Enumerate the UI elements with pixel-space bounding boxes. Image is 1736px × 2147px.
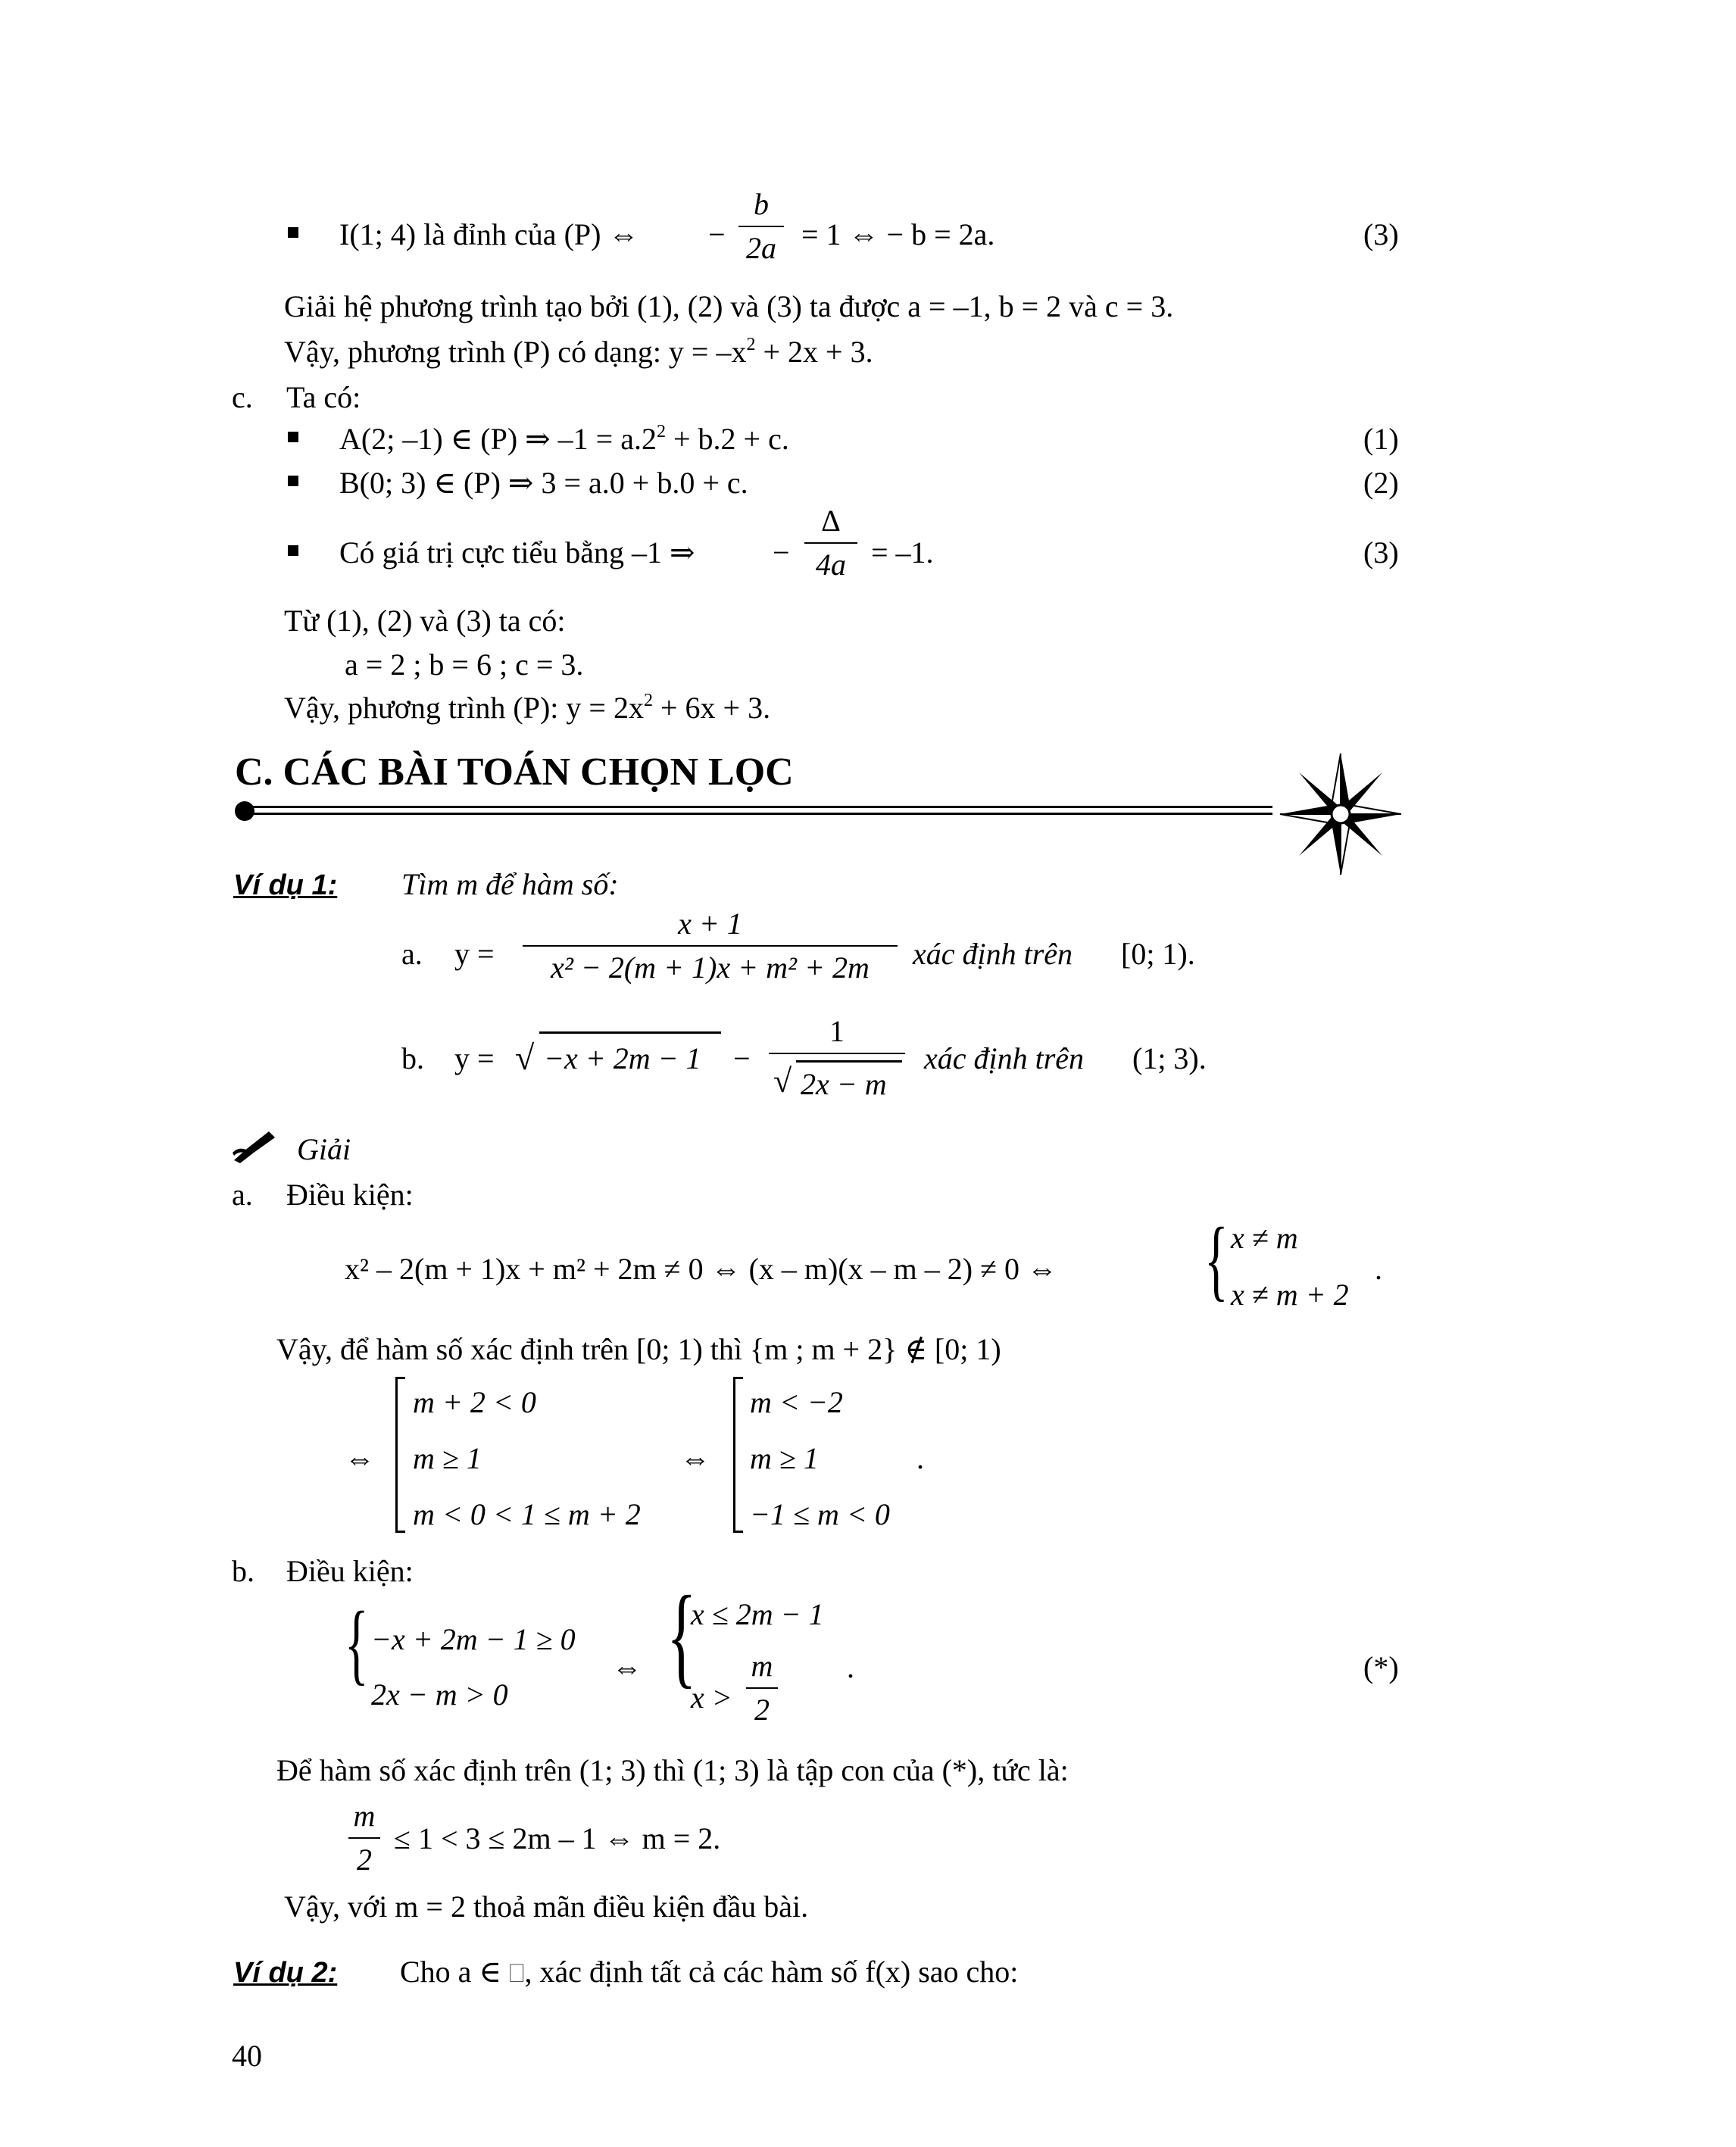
fraction-denominator: 2 (746, 1687, 778, 1725)
fraction-m-over-2 (746, 1651, 778, 1725)
coefficient-values: a = 2 ; b = 6 ; c = 3. (345, 648, 584, 682)
item-b-label: b. (401, 1041, 424, 1075)
from-equations-text: Từ (1), (2) và (3) ta có: (284, 604, 566, 638)
period: . (847, 1650, 854, 1684)
final-answer: Vậy, với m = 2 thoả mãn điều kiện đầu bài. (284, 1890, 809, 1924)
bullet (288, 545, 298, 556)
equation-number: (*) (1363, 1650, 1399, 1684)
period: . (1375, 1252, 1382, 1286)
solution-b-condition: Điều kiện: (286, 1554, 414, 1588)
vertex-condition-rest: = 1 ⇔ − b = 2a. (801, 217, 995, 251)
pencil-hand-icon (231, 1130, 276, 1163)
fraction-b-over-2a (738, 189, 784, 264)
minus-sign: − (708, 217, 726, 251)
bullet (288, 476, 298, 486)
fraction-denominator: x² − 2(m + 1)x + m² + 2m (523, 945, 898, 983)
system-line-2: 2x − m > 0 (371, 1677, 508, 1712)
example-1-prompt: Tìm m để hàm số: (401, 867, 619, 901)
radicand-2: 2x − m (801, 1067, 887, 1101)
union-bracket (395, 1377, 405, 1533)
subset-statement: Để hàm số xác định trên (1; 3) thì (1; 3) là tập con của (*), tức là: (276, 1753, 1069, 1787)
part-c-intro: Ta có: (286, 380, 361, 414)
item-b-y: y = (454, 1041, 495, 1075)
equation-number: (3) (1363, 535, 1399, 570)
iff-symbol: ⇔ (345, 1441, 375, 1475)
iff-symbol: ⇔ (680, 1441, 710, 1475)
example-2-label: Ví dụ 2: (233, 1957, 338, 1989)
fraction-m-over-2 (348, 1801, 380, 1875)
union-bracket (733, 1377, 743, 1533)
fraction-numerator: x + 1 (678, 907, 742, 941)
quadratic-condition: x² – 2(m + 1)x + m² + 2m ≠ 0 ⇔ (x – m)(x – m – 2) ≠ 0 ⇔ (345, 1252, 1058, 1286)
fraction-denominator: 4a (804, 542, 857, 580)
section-title: C. CÁC BÀI TOÁN CHỌN LỌC (235, 751, 794, 794)
minimum-condition-text: Có giá trị cực tiểu bằng –1 ⇒ (339, 535, 695, 570)
iff-symbol: ⇔ (612, 1650, 642, 1684)
system-line-1: −x + 2m − 1 ≥ 0 (371, 1622, 576, 1656)
missing-glyph-box-icon: ⎕ (509, 1960, 525, 1988)
minus-sign: − (773, 535, 790, 570)
example-2-text: Cho a ∈ ⎕, xác định tất cả các hàm số f(x) sao cho: (400, 1955, 1019, 1989)
rational-function (523, 909, 898, 983)
minimum-condition-rest: = –1. (871, 535, 934, 570)
point-a-condition: A(2; –1) ∈ (P) ⇒ $-1 = a.2^2 + b.2 + c$. (339, 422, 789, 456)
inequality-chain: ≤ 1 < 3 ≤ 2m – 1 ⇔ m = 2. (394, 1821, 721, 1855)
solution-b-label: b. (232, 1554, 254, 1588)
reciprocal-sqrt-fraction (769, 1013, 905, 1104)
union-case: m < 0 < 1 ≤ m + 2 (413, 1497, 641, 1531)
domain-phrase: xác định trên (924, 1041, 1085, 1075)
solution-a-conclusion: Vậy, để hàm số xác định trên [0; 1) thì {m ; m + 2} ∉ [0; 1) (276, 1332, 1001, 1366)
parabola-result: Vậy, phương trình (P) có dạng: $y = -x^2 + 2x + 3$. (284, 335, 873, 369)
system-brace: { (1204, 1209, 1229, 1309)
section-rule (235, 801, 1272, 816)
bullet (288, 432, 298, 442)
radical-sign-icon: √ (773, 1063, 792, 1100)
solve-system-text: Giải hệ phương trình tạo bởi (1), (2) và (3) ta được a = –1, b = 2 và c = 3. (284, 289, 1174, 323)
union-case: m + 2 < 0 (413, 1385, 536, 1419)
fraction-numerator: Δ (821, 504, 841, 538)
fraction-numerator: 1 (829, 1014, 845, 1048)
union-case: −1 ≤ m < 0 (750, 1497, 890, 1531)
example-1-label: Ví dụ 1: (233, 869, 338, 901)
parabola-result-c: Vậy, phương trình (P): $y = 2x^2 + 6x + 3$. (284, 691, 771, 725)
fraction-numerator: m (353, 1799, 376, 1833)
item-a-y: y = (454, 937, 495, 971)
page-number: 40 (232, 2039, 262, 2073)
domain-interval: (1; 3). (1132, 1041, 1207, 1075)
compass-star-icon (1276, 750, 1405, 878)
vertex-condition-text: I(1; 4) là đỉnh của (P) ⇔ (339, 217, 639, 251)
solution-a-condition: Điều kiện: (286, 1178, 414, 1212)
point-b-condition: B(0; 3) ∈ (P) ⇒ 3 = a.0 + b.0 + c. (339, 466, 748, 500)
union-case: m < −2 (750, 1385, 843, 1419)
fraction-delta-over-4a (804, 506, 857, 580)
equation-number: (2) (1363, 466, 1399, 500)
system-line-1: x ≠ m (1231, 1221, 1298, 1255)
item-a-label: a. (401, 937, 423, 971)
solution-heading: Giải (297, 1132, 351, 1166)
fraction-denominator: 2 (348, 1837, 380, 1875)
union-case: m ≥ 1 (750, 1441, 819, 1475)
system-brace: { (667, 1573, 697, 1699)
radical-sign-icon: √ (515, 1038, 535, 1077)
system-line-2: x ≠ m + 2 (1231, 1278, 1349, 1312)
domain-interval: [0; 1). (1121, 937, 1195, 971)
bullet (288, 227, 298, 238)
radical-bar (539, 1031, 721, 1034)
domain-phrase: xác định trên (913, 937, 1073, 971)
part-c-label: c. (232, 380, 253, 414)
fraction-denominator: 2a (738, 226, 784, 264)
equation-number: (3) (1363, 217, 1399, 251)
union-case: m ≥ 1 (413, 1441, 482, 1475)
minus-sign: − (733, 1041, 751, 1075)
period: . (916, 1441, 924, 1475)
fraction-numerator: b (754, 187, 769, 221)
solution-a-label: a. (232, 1178, 253, 1212)
radicand-1: −x + 2m − 1 (544, 1041, 701, 1075)
equation-number: (1) (1363, 422, 1399, 456)
fraction-numerator: m (751, 1649, 773, 1683)
system-line-1: x ≤ 2m − 1 (691, 1597, 824, 1631)
system-line-2: x > (691, 1680, 732, 1715)
system-brace: { (345, 1593, 369, 1693)
